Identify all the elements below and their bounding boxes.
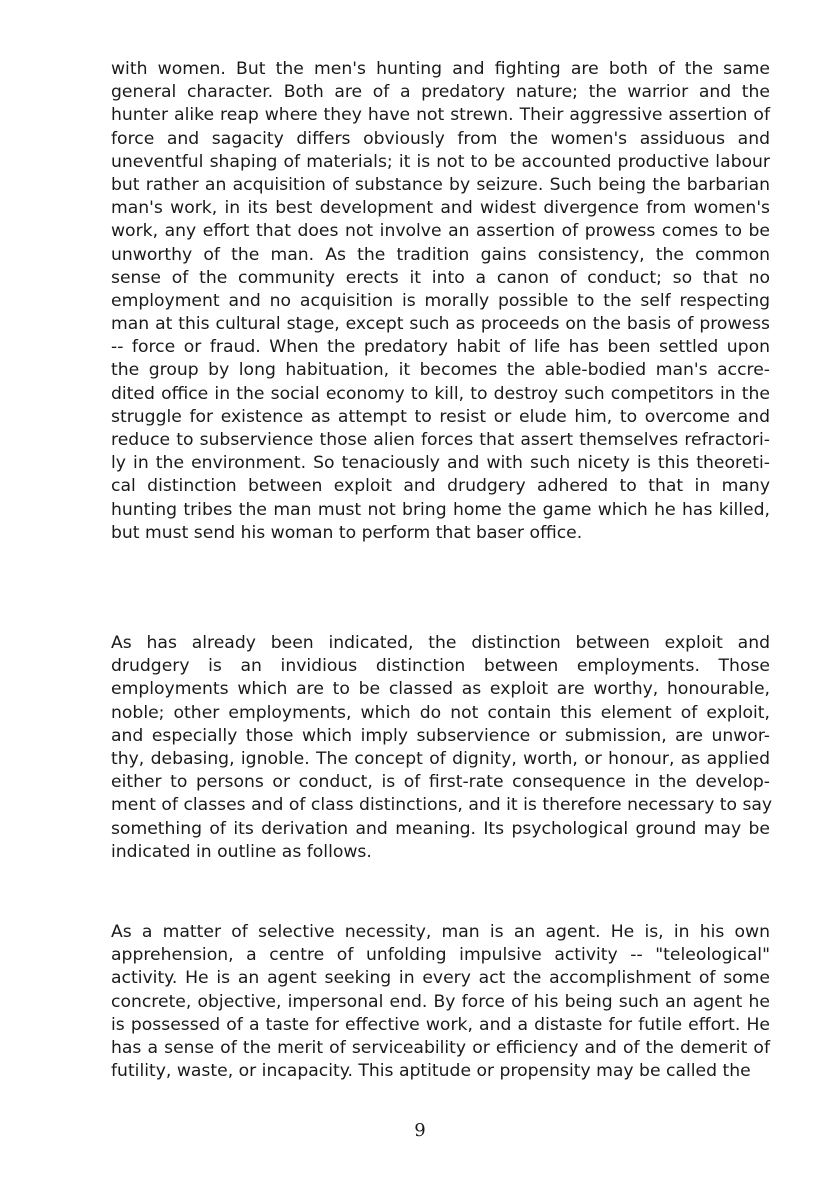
page-number: 9 [414,1120,426,1141]
paragraph-1 [111,58,770,545]
text-line: with women. But the men's hunting and fighting are both of the same [111,59,770,79]
text-line: As a matter of selective necessity, man is an agent. He is, in his own [111,922,770,942]
text-line: general character. Both are of a predatory nature; the warrior and the [111,82,770,103]
text-line: thy, debasing, ignoble. The concept of dignity, worth, or honour, as applied [111,748,770,769]
text-line: uneventful shaping of materials; it is not to be accounted productive labour [111,151,770,172]
text-line: noble; other employments, which do not contain this element of exploit, [111,702,770,723]
text-line: work, any effort that does not involve an assertion of prowess comes to be [111,221,770,242]
paragraph-2 [111,632,773,864]
text-line: man at this cultural stage, except such as proceeds on the basis of prowess [111,314,770,335]
text-line: and especially those which imply subservience or submission, are unwor- [111,725,770,746]
text-line: ment of classes and of class distinctions, and it is therefore necessary to say [111,795,773,816]
text-line: but must send his woman to perform that baser office. [111,522,583,543]
text-line: apprehension, a centre of unfolding impulsive activity -- "teleological" [111,945,770,966]
text-line: is possessed of a taste for effective work, and a distaste for futile effort. He [111,1014,770,1035]
text-line: sense of the community erects it into a canon of conduct; so that no [111,267,770,288]
text-line: either to persons or conduct, is of first-rate consequence in the develop- [111,772,770,793]
text-line: reduce to subservience those alien forces that assert themselves refractori- [111,430,770,450]
text-line: but rather an acquisition of substance by seizure. Such being the barbarian [111,174,770,195]
paragraph-3 [111,921,770,1083]
text-line: dited office in the social economy to kill, to destroy such competitors in the [111,383,770,404]
text-line: employment and no acquisition is morally possible to the self respecting [111,290,770,311]
text-line: hunter alike reap where they have not strewn. Their aggressive assertion of [111,105,770,126]
text-line: has a sense of the merit of serviceability or efficiency and of the demerit of [111,1037,770,1058]
text-line: drudgery is an invidious distinction between employments. Those [111,656,770,677]
text-line: activity. He is an agent seeking in every act the accomplishment of some [111,968,770,989]
text-line: unworthy of the man. As the tradition gains consistency, the common [111,244,770,265]
text-line: As has already been indicated, the distinction between exploit and [111,633,770,653]
text-line: indicated in outline as follows. [111,841,372,862]
text-line: hunting tribes the man must not bring home the game which he has killed, [111,499,770,520]
text-line: ly in the environment. So tenaciously and with such nicety is this theoreti- [111,453,770,474]
text-line: concrete, objective, impersonal end. By force of his being such an agent he [111,991,770,1012]
text-line: force and sagacity differs obviously from the women's assiduous and [111,128,770,149]
text-line: the group by long habituation, it becomes the able-bodied man's accre- [111,360,770,381]
text-line: -- force or fraud. When the predatory habit of life has been settled upon [111,337,770,358]
text-line: struggle for existence as attempt to resist or elude him, to overcome and [111,406,770,427]
text-line: employments which are to be classed as exploit are worthy, honourable, [111,679,770,700]
text-line: futility, waste, or incapacity. This aptitude or propensity may be called the [111,1061,751,1082]
text-line: something of its derivation and meaning. Its psychological ground may be [111,818,770,839]
text-line: cal distinction between exploit and drudgery adhered to that in many [111,476,770,497]
text-line: man's work, in its best development and widest divergence from women's [111,198,770,219]
